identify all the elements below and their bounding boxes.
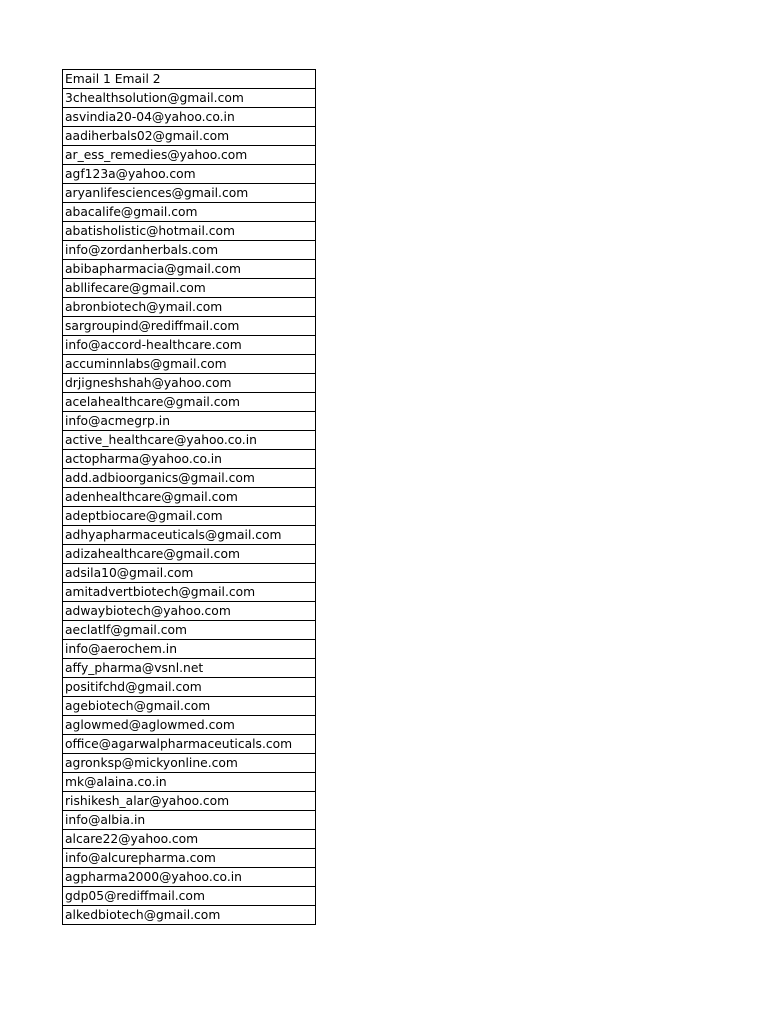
email-cell: adhyapharmaceuticals@gmail.com (63, 526, 316, 545)
email-cell: aryanlifesciences@gmail.com (63, 184, 316, 203)
email-cell: info@accord-healthcare.com (63, 336, 316, 355)
email-table (62, 69, 316, 925)
email-cell: alkedbiotech@gmail.com (63, 906, 316, 925)
email-cell: agebiotech@gmail.com (63, 697, 316, 716)
table-row (63, 298, 316, 317)
table-row (63, 659, 316, 678)
email-table-body (63, 70, 316, 925)
email-cell: adsila10@gmail.com (63, 564, 316, 583)
email-cell: drjigneshshah@yahoo.com (63, 374, 316, 393)
email-cell: aeclatlf@gmail.com (63, 621, 316, 640)
email-cell: ar_ess_remedies@yahoo.com (63, 146, 316, 165)
table-row (63, 887, 316, 906)
table-row (63, 564, 316, 583)
table-row (63, 754, 316, 773)
email-cell: affy_pharma@vsnl.net (63, 659, 316, 678)
email-cell: active_healthcare@yahoo.co.in (63, 431, 316, 450)
email-cell: rishikesh_alar@yahoo.com (63, 792, 316, 811)
email-cell: adeptbiocare@gmail.com (63, 507, 316, 526)
email-cell: add.adbioorganics@gmail.com (63, 469, 316, 488)
table-row (63, 89, 316, 108)
email-cell: adenhealthcare@gmail.com (63, 488, 316, 507)
table-row (63, 507, 316, 526)
email-cell: info@albia.in (63, 811, 316, 830)
table-row (63, 317, 316, 336)
table-row (63, 412, 316, 431)
table-header-row (63, 70, 316, 89)
table-row (63, 469, 316, 488)
table-row (63, 165, 316, 184)
table-row (63, 355, 316, 374)
table-row (63, 146, 316, 165)
email-cell: abatisholistic@hotmail.com (63, 222, 316, 241)
email-cell: abacalife@gmail.com (63, 203, 316, 222)
table-row (63, 545, 316, 564)
email-cell: abronbiotech@ymail.com (63, 298, 316, 317)
email-cell: amitadvertbiotech@gmail.com (63, 583, 316, 602)
table-row (63, 450, 316, 469)
table-row (63, 127, 316, 146)
table-row (63, 678, 316, 697)
email-cell: aglowmed@aglowmed.com (63, 716, 316, 735)
email-cell: sargroupind@rediffmail.com (63, 317, 316, 336)
table-row (63, 108, 316, 127)
table-row (63, 241, 316, 260)
email-cell: info@alcurepharma.com (63, 849, 316, 868)
header-cell: Email 1 Email 2 (63, 70, 316, 89)
table-row (63, 583, 316, 602)
table-row (63, 811, 316, 830)
email-cell: agronksp@mickyonline.com (63, 754, 316, 773)
email-cell: accuminnlabs@gmail.com (63, 355, 316, 374)
table-row (63, 488, 316, 507)
email-cell: asvindia20-04@yahoo.co.in (63, 108, 316, 127)
table-row (63, 868, 316, 887)
table-row (63, 526, 316, 545)
table-row (63, 222, 316, 241)
email-cell: info@aerochem.in (63, 640, 316, 659)
table-row (63, 792, 316, 811)
email-cell: mk@alaina.co.in (63, 773, 316, 792)
table-row (63, 602, 316, 621)
table-row (63, 849, 316, 868)
table-row (63, 279, 316, 298)
table-row (63, 906, 316, 925)
table-row (63, 393, 316, 412)
email-cell: adizahealthcare@gmail.com (63, 545, 316, 564)
email-cell: abibapharmacia@gmail.com (63, 260, 316, 279)
table-row (63, 260, 316, 279)
table-row (63, 773, 316, 792)
email-cell: office@agarwalpharmaceuticals.com (63, 735, 316, 754)
table-row (63, 203, 316, 222)
email-cell: 3chealthsolution@gmail.com (63, 89, 316, 108)
email-cell: agpharma2000@yahoo.co.in (63, 868, 316, 887)
table-row (63, 735, 316, 754)
table-row (63, 336, 316, 355)
email-cell: adwaybiotech@yahoo.com (63, 602, 316, 621)
email-cell: agf123a@yahoo.com (63, 165, 316, 184)
email-cell: abllifecare@gmail.com (63, 279, 316, 298)
email-cell: alcare22@yahoo.com (63, 830, 316, 849)
table-row (63, 830, 316, 849)
table-row (63, 431, 316, 450)
email-cell: actopharma@yahoo.co.in (63, 450, 316, 469)
email-cell: acelahealthcare@gmail.com (63, 393, 316, 412)
table-row (63, 697, 316, 716)
table-row (63, 640, 316, 659)
email-cell: gdp05@rediffmail.com (63, 887, 316, 906)
email-cell: info@acmegrp.in (63, 412, 316, 431)
table-row (63, 374, 316, 393)
table-row (63, 621, 316, 640)
email-cell: positifchd@gmail.com (63, 678, 316, 697)
email-cell: info@zordanherbals.com (63, 241, 316, 260)
table-row (63, 716, 316, 735)
table-row (63, 184, 316, 203)
email-cell: aadiherbals02@gmail.com (63, 127, 316, 146)
